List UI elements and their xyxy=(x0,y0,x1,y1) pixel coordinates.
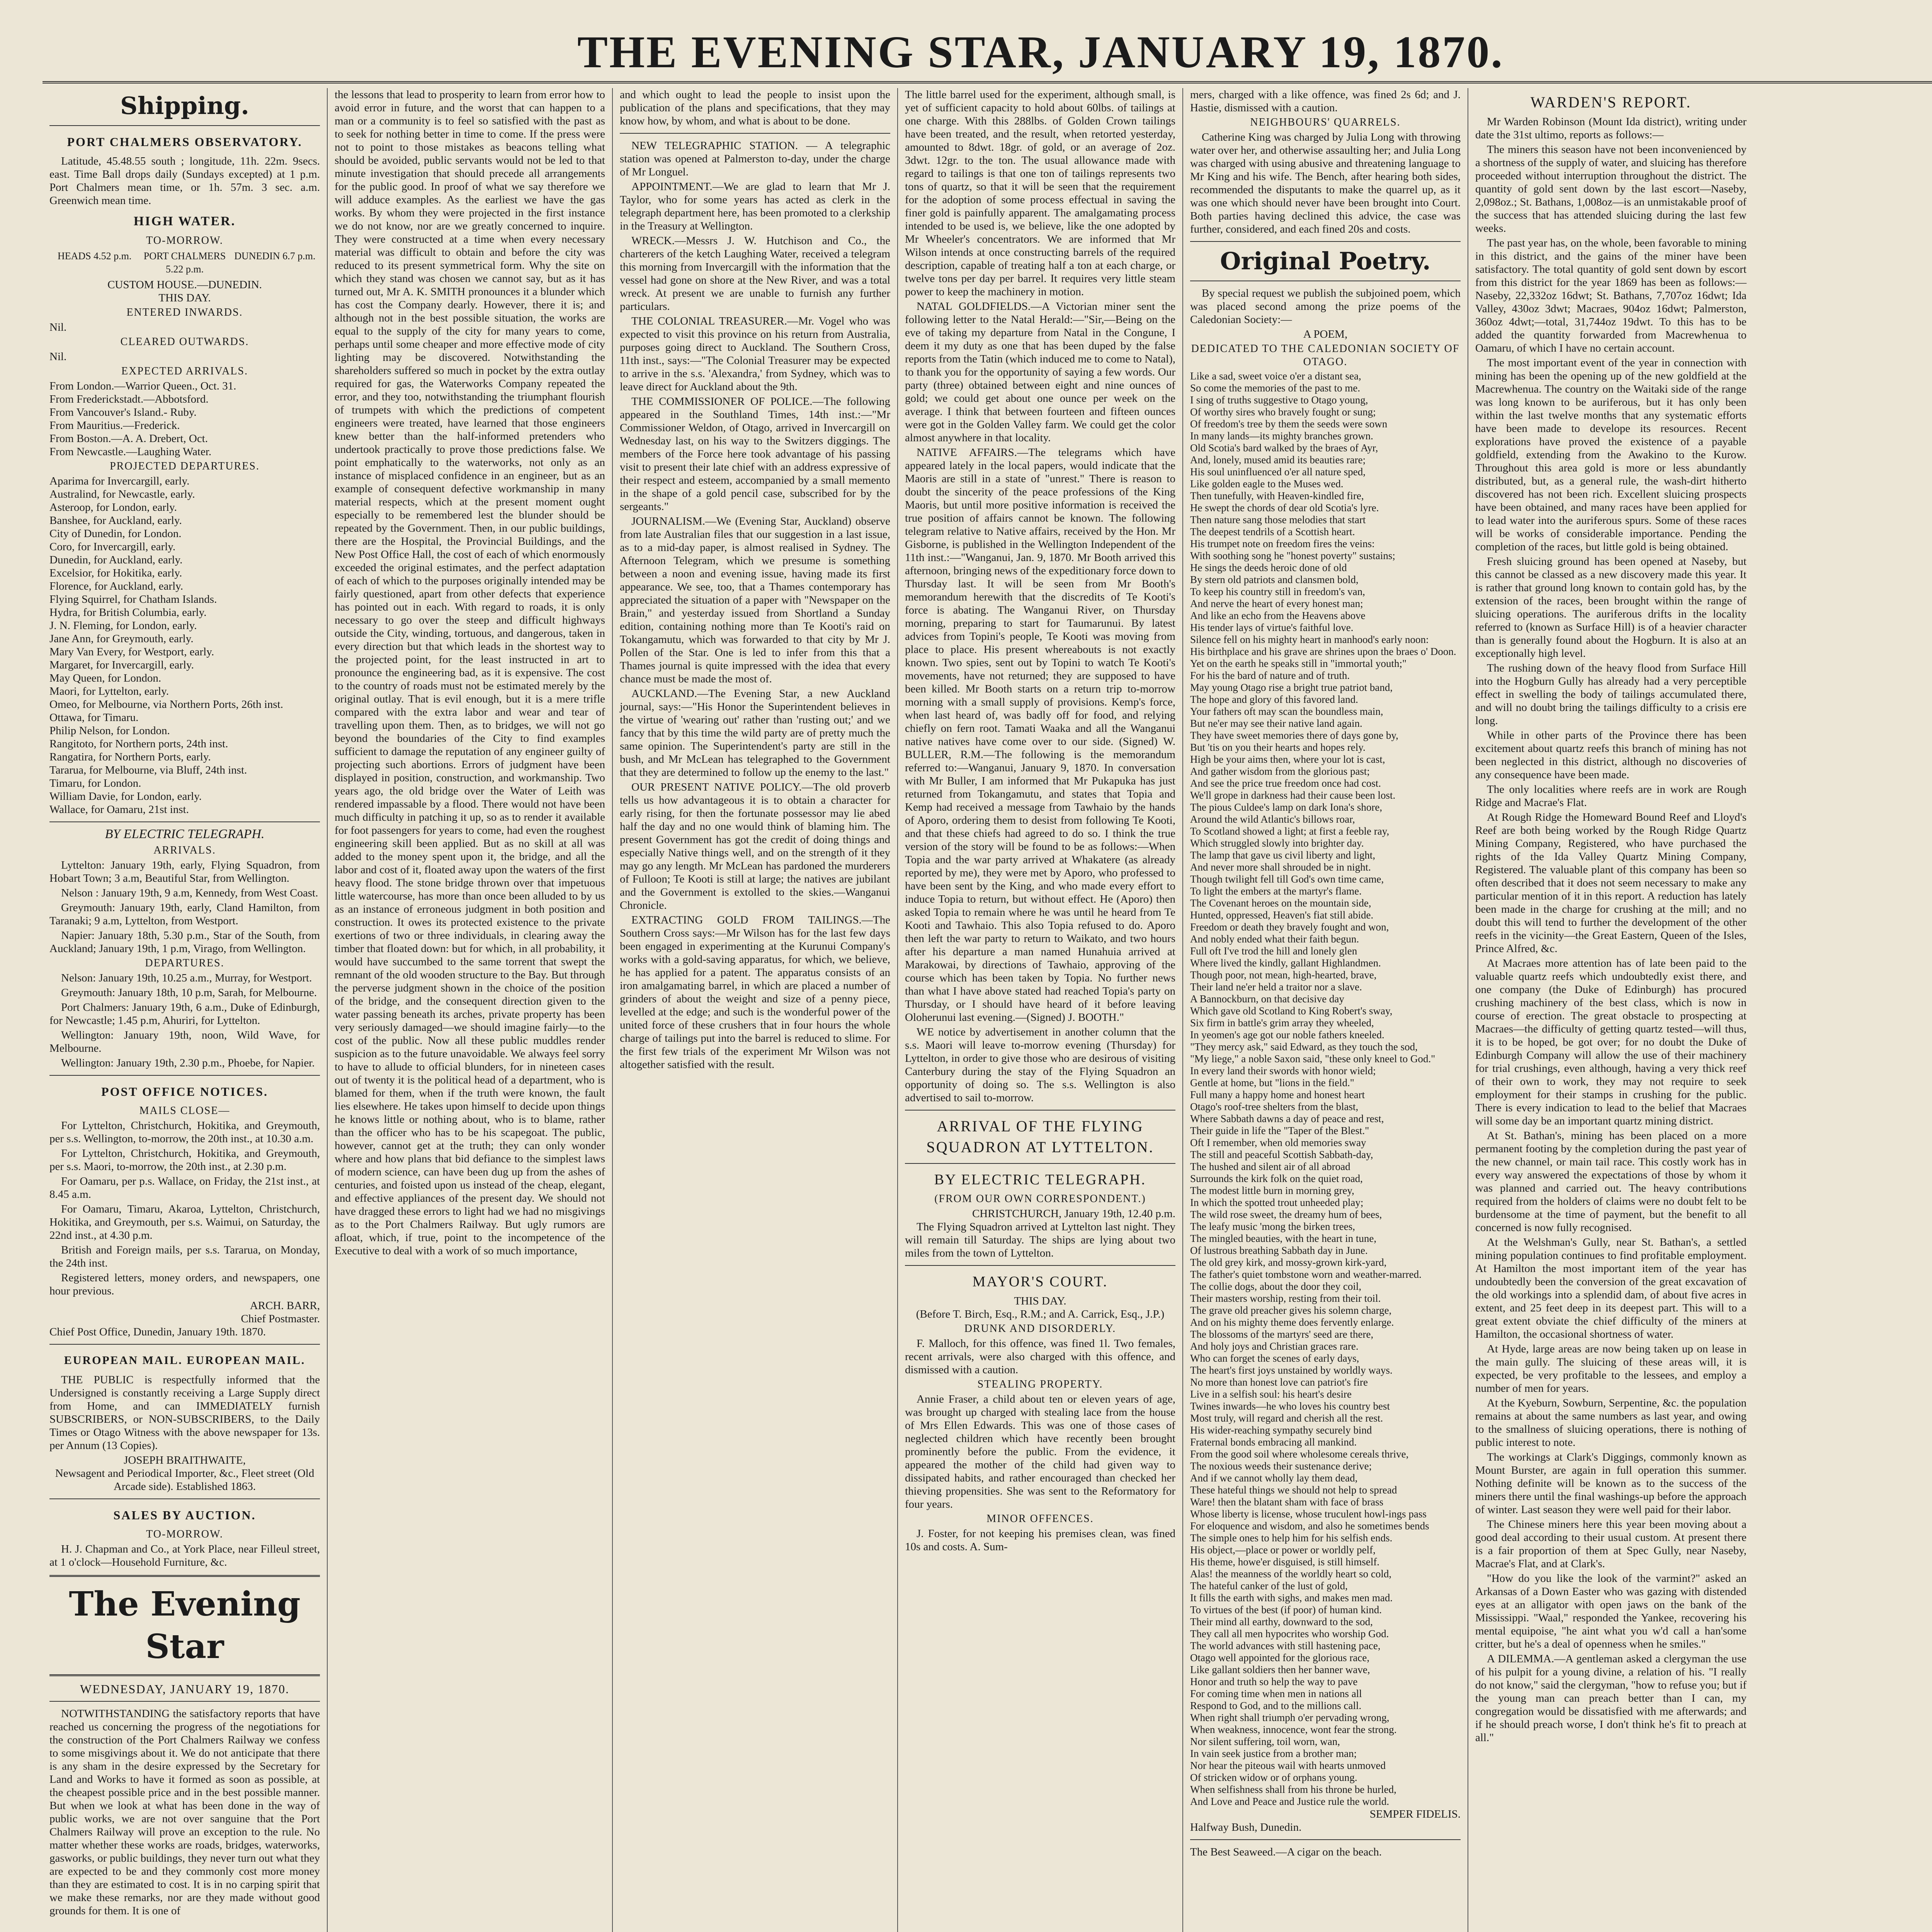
column-1 xyxy=(43,88,328,1932)
poem-line: In which the spotted trout unheeded play; xyxy=(1190,1197,1364,1208)
news-paragraph: WE notice by advertisement in another column that the s.s. Maori will leave to-morrow evening (Thursday) for Lyttelton, in order to give those who are desirous of visiting Canterbury during the stay of the Flying Squadron an opportunity of doing so. The s.s. Wellington is also advertised to sail to-morrow. xyxy=(905,1026,1175,1104)
news-paragraph: APPOINTMENT.—We are glad to learn that Mr J. Taylor, who for some years has acted as clerk in the telegraph department here, has been promoted to a clerkship in the Treasury at Wellington. xyxy=(620,180,890,232)
list-item: Jane Ann, for Greymouth, early. xyxy=(49,633,194,645)
columns xyxy=(43,88,1932,1932)
poem-line: The father's quiet tombstone worn and weather-marred. xyxy=(1190,1269,1422,1280)
poem-line: In yeomen's age got our noble fathers kneeled. xyxy=(1190,1029,1384,1041)
warden-paragraph: The most important event of the year in connection with mining has been the opening up of the new goldfield at the Macrewhenua. The country on the Waitaki side of the range was long known to be auriferous, but it has only been within the last twelve months that any systematic efforts have been made to develope its resources. Recent explorations have proved the existence of a payable goldfield, extending from the Awakino to the Kurow. Throughout this area gold is more or less abundantly distributed, but, as a general rule, the wash-dirt hitherto discovered has not been rich. Excellent sluicing prospects have been obtained, and many races have been applied for to lead water into the auriferous spurs. Some of these races will be works of considerable importance. Pending the completion of the races, but little gold is being obtained. xyxy=(1475,357,1747,553)
entered-title: ENTERED INWARDS. xyxy=(126,306,243,318)
departure-item: Wellington: January 19th, 2.30 p.m., Phoebe, for Napier. xyxy=(61,1057,315,1069)
poem-line: But ne'er may see their native land again. xyxy=(1190,718,1362,729)
poem-line: Then tunefully, with Heaven-kindled fire, xyxy=(1190,490,1364,502)
poem-line: Yet on the earth he speaks still in "immortal youth;" xyxy=(1190,658,1406,669)
poem-place: Halfway Bush, Dunedin. xyxy=(1190,1821,1302,1833)
list-item: Rangitoto, for Northern ports, 24th inst. xyxy=(49,738,228,750)
poem-line: And on his mighty theme does fervently enlarge. xyxy=(1190,1316,1394,1328)
poem-line: He sings the deeds heroic done of old xyxy=(1190,562,1347,573)
neighbours-title: NEIGHBOURS' QUARRELS. xyxy=(1250,116,1401,128)
warden-paragraph: The rushing down of the heavy flood from Surface Hill into the Hogburn Gully has already had a very perceptible effect in swelling the body of tailings accumulated there, and will no doubt bring the tailings difficulty to a crisis ere long. xyxy=(1475,662,1747,727)
poem-line: The wild rose sweet, the dreamy hum of bees, xyxy=(1190,1209,1382,1220)
tide-heads: HEADS 4.52 p.m. xyxy=(57,250,132,262)
poem-line: The Covenant heroes on the mountain side, xyxy=(1190,897,1371,909)
poem-line: The collie dogs, about the door they coil, xyxy=(1190,1281,1362,1292)
minor-text: J. Foster, for not keeping his premises clean, was fined 10s and costs. A. Sum- xyxy=(905,1527,1175,1553)
poem-line: In many lands—its mighty branches grown. xyxy=(1190,430,1373,442)
poem-line: Of freedom's tree by them the seeds were sown xyxy=(1190,418,1388,430)
poem-line: With soothing song he "honest poverty" sustains; xyxy=(1190,550,1395,561)
expected-title: EXPECTED ARRIVALS. xyxy=(121,365,248,377)
poem-line: Six firm in battle's grim array they wheeled, xyxy=(1190,1017,1374,1029)
column-6 xyxy=(1468,88,1753,1932)
warden-paragraph: The workings at Clark's Diggings, commonly known as Mount Burster, are again in full operation this summer. Nothing definite will be known as to the success of the miners there until the final washings-up before the approach of winter. Last season they were well paid for their labor. xyxy=(1475,1451,1747,1516)
euro-mail-text: THE PUBLIC is respectfully informed that the Undersigned is constantly receiving a Large Supply direct from Home, and can IMMEDIATELY furnish SUBSCRIBERS, or NON-SUBSCRIBERS, to the Daily Times or Otago Witness with the above newspaper for 13s. per Annum (13 Copies). xyxy=(49,1374,320,1452)
warden-paragraph: The past year has, on the whole, been favorable to mining in this district, and the gains of the miner have been satisfactory. The total quantity of gold sent down by escort from this district for the year 1869 has been as follows:—Naseby, 22,332oz 16dwt; St. Bathans, 7,707oz 16dwt; Ida Valley, 430oz 3dwt; Macraes, 904oz 16dwt; Palmerston, 360oz 4dwt;—total, 31,744oz 19dwt. To this has to be added the quantity forwarded from Macrewhenua to Oamaru, of which I have no certain account. xyxy=(1475,237,1747,354)
list-item: Florence, for Auckland, early. xyxy=(49,580,183,592)
poem-line: Which gave old Scotland to King Robert's sway, xyxy=(1190,1005,1393,1017)
poem-line: To Scotland showed a light; at first a feeble ray, xyxy=(1190,825,1389,837)
list-item: Timaru, for London. xyxy=(49,777,141,789)
column-3 xyxy=(613,88,898,1932)
list-item: May Queen, for London. xyxy=(49,672,162,684)
warden-paragraph: A DILEMMA.—A gentleman asked a clergyman the use of his pulpit for a young divine, a relation of his. "I really do not know," said the clergyman, "how to refuse you; but if the young man can preach better than I can, my congregation would be dissatisfied with me afterwards; and if he should preach worse, I don't think he's fit to preach at all." xyxy=(1475,1653,1747,1744)
poem-line: The still and peaceful Scottish Sabbath-day, xyxy=(1190,1149,1373,1160)
post-item: For Lyttelton, Christchurch, Hokitika, and Greymouth, per s.s. Maori, to-morrow, the 20th inst., at 2.30 p.m. xyxy=(49,1147,320,1173)
poem-line: A Bannockburn, on that decisive day xyxy=(1190,993,1344,1005)
poem-line: The leafy music 'mong the birken trees, xyxy=(1190,1221,1355,1232)
poem-line: High be your aims then, where your lot is cast, xyxy=(1190,753,1385,765)
sales-text: H. J. Chapman and Co., at York Place, near Filleul street, at 1 o'clock—Household Furniture, &c. xyxy=(49,1543,320,1568)
warden-paragraph: While in other parts of the Province there has been excitement about quartz reefs this branch of mining has not been neglected in this district, although no discoveries of any consequence have been made. xyxy=(1475,729,1747,781)
list-item: Philip Nelson, for London. xyxy=(49,724,170,737)
poem-line: To keep his country still in freedom's van, xyxy=(1190,586,1365,597)
poem-line: Freedom or death they bravely fought and won, xyxy=(1190,921,1389,933)
poem-line: Gentle at home, but "lions in the field." xyxy=(1190,1077,1354,1088)
poem-line: Nor silent suffering, toil worn, wan, xyxy=(1190,1736,1340,1747)
poem-line: From the good soil where wholesome cereals thrive, xyxy=(1190,1448,1409,1460)
list-item: Flying Squirrel, for Chatham Islands. xyxy=(49,593,217,605)
poem-line: Your fathers oft may scan the boundless main, xyxy=(1190,706,1383,717)
list-item: Hydra, for British Columbia, early. xyxy=(49,606,207,619)
poem-signature: SEMPER FIDELIS. xyxy=(1369,1808,1461,1820)
poem-line: His birthplace and his grave are shrines upon the braes o' Doon. xyxy=(1190,646,1456,657)
poem-line: The hateful canker of the lust of gold, xyxy=(1190,1580,1348,1592)
list-item: William Davie, for London, early. xyxy=(49,790,202,803)
poem-line: And if we cannot wholly lay them dead, xyxy=(1190,1472,1358,1484)
poem-line: Of lustrous breathing Sabbath day in June. xyxy=(1190,1245,1368,1256)
poem-line: It fills the earth with sighs, and makes men mad. xyxy=(1190,1592,1393,1604)
poem-line: Full oft I've trod the hill and lonely glen xyxy=(1190,945,1357,957)
poem-title: A POEM, xyxy=(1303,328,1348,340)
seaweed-joke: The Best Seaweed.—A cigar on the beach. xyxy=(1190,1846,1382,1858)
divider xyxy=(905,1110,1175,1111)
projected-list xyxy=(49,474,320,816)
poem-line: And nerve the heart of every honest man; xyxy=(1190,598,1363,609)
poem-line: The noxious weeds their sustenance derive; xyxy=(1190,1460,1372,1472)
poem-line: His wider-reaching sympathy securely bind xyxy=(1190,1424,1372,1436)
poem-line: For coming time when men in nations all xyxy=(1190,1688,1362,1699)
poem-line: Though poor, not mean, high-hearted, brave, xyxy=(1190,969,1377,981)
news-paragraph: WRECK.—Messrs J. W. Hutchison and Co., the charterers of the ketch Laughing Water, received a telegram this morning from Invercargill with the information that the vessel had gone on shore at the New River, and was a total wreck. At present we are unable to furnish any further particulars. xyxy=(620,235,890,313)
poem-line: To virtues of the best (if poor) of human kind. xyxy=(1190,1604,1382,1616)
post-signature: ARCH. BARR, xyxy=(250,1299,320,1312)
departure-item: Greymouth: January 18th, 10 p.m, Sarah, for Melbourne. xyxy=(61,986,317,999)
poem-line: The blossoms of the martyrs' seed are there, xyxy=(1190,1328,1374,1340)
list-item: Omeo, for Melbourne, via Northern Ports, 26th inst. xyxy=(49,698,283,711)
mayor-court-title: MAYOR'S COURT. xyxy=(972,1274,1108,1290)
poem-line: Otago well appointed for the glorious race, xyxy=(1190,1652,1370,1663)
poem-line: Their guide in life the "Taper of the Blest." xyxy=(1190,1125,1369,1136)
poem-line: His tender lays of virtue's faithful love. xyxy=(1190,622,1354,633)
poem-line: Full many a happy home and honest heart xyxy=(1190,1089,1365,1100)
minor-title: MINOR OFFENCES. xyxy=(986,1513,1094,1525)
observatory-title: PORT CHALMERS OBSERVATORY. xyxy=(67,135,303,149)
list-item: Banshee, for Auckland, early. xyxy=(49,514,182,527)
edition-date: WEDNESDAY, JANUARY 19, 1870. xyxy=(80,1682,289,1696)
post-item: For Oamaru, per p.s. Wallace, on Friday, the 21st inst., at 8.45 a.m. xyxy=(49,1175,320,1201)
poem-line: The hushed and silent air of all abroad xyxy=(1190,1161,1350,1172)
poem-line: To light the embers at the martyr's flame. xyxy=(1190,885,1362,897)
list-item: Wallace, for Oamaru, 21st inst. xyxy=(49,803,189,816)
poem-line: For his the bard of nature and of truth. xyxy=(1190,670,1350,681)
poem-line: But 'tis on you their hearts and hopes rely. xyxy=(1190,742,1366,753)
poem-line: No more than honest love can patriot's fire xyxy=(1190,1376,1368,1388)
poem-line: Silence fell on his mighty heart in manhood's early noon: xyxy=(1190,634,1429,645)
evening-star-title: The Evening Star xyxy=(69,1585,301,1666)
poem-line: They call all men hypocrites who worship God. xyxy=(1190,1628,1389,1639)
poem-line: Twines inwards—he who loves his country best xyxy=(1190,1400,1390,1412)
poem-line: Like gallant soldiers then her banner wave, xyxy=(1190,1664,1370,1675)
poem-line: Their land ne'er held a traitor nor a slave. xyxy=(1190,981,1362,993)
euro-mail-signature: JOSEPH BRAITHWAITE, xyxy=(124,1454,246,1466)
departure-item: Nelson: January 19th, 10.25 a.m., Murray, for Westport. xyxy=(61,972,312,984)
divider xyxy=(49,1498,320,1499)
poem-line: And Love and Peace and Justice rule the world. xyxy=(1190,1796,1389,1807)
poem-line: Then nature sang those melodies that start xyxy=(1190,514,1366,526)
warden-paragraph: Mr Warden Robinson (Mount Ida district), writing under date the 31st ultimo, reports as follows:— xyxy=(1475,116,1747,141)
poem-line: His trumpet note on freedom fires the veins: xyxy=(1190,538,1375,549)
tide-dunedin: DUNEDIN 6.7 p.m. xyxy=(234,250,316,262)
cleared-title: CLEARED OUTWARDS. xyxy=(120,336,249,348)
list-item: Maori, for Lyttelton, early. xyxy=(49,685,169,697)
list-item: From Newcastle.—Laughing Water. xyxy=(49,446,212,458)
post-signature-place: Chief Post Office, Dunedin, January 19th. 1870. xyxy=(49,1326,266,1338)
list-item: Aparima for Invercargill, early. xyxy=(49,475,190,487)
column-5 xyxy=(1183,88,1468,1932)
euro-mail-title: EUROPEAN MAIL. EUROPEAN MAIL. xyxy=(64,1354,306,1367)
list-item: J. N. Fleming, for London, early. xyxy=(49,619,197,632)
warden-paragraph: At Rough Ridge the Homeward Bound Reef and Lloyd's Reef are both being worked by the Rough Ridge Quartz Mining Company, Registered, who have purchased the rights of the Ida Valley Quartz Mining Company, Registered. The valuable plant of this company has been so often described that it does not seem necessary to make any particular mention of it in this report. A reduction has lately been made in the charge for crushing at the mill; and no doubt this will tend to further the development of the other reefs in the vicinity—the Great Eastern, Queen of the Isles, Prince Alfred, &c. xyxy=(1475,811,1747,955)
warden-paragraph: Fresh sluicing ground has been opened at Naseby, but this cannot be classed as a new discovery made this year. It is rather that ground long known to contain gold has, by the extension of the races, been brought within the range of sluicing operations. The auriferous drifts in the locality referred to (known as Surface Hill) is of a heavier character than is generally found about the Hogburn. It is also at an exceptionally high level. xyxy=(1475,555,1747,660)
warden-paragraph: The Chinese miners here this year been moving about a good deal according to their usual custom. At present there is a fair proportion of them at Spec Gully, near Naseby, Macrae's Flat, and at Clark's. xyxy=(1475,1518,1747,1570)
poem-line: The simple ones to help him for his selfish ends. xyxy=(1190,1532,1393,1544)
news-paragraph: The little barrel used for the experiment, although small, is yet of sufficient capacity to hold about 60lbs. of tailings at one charge. With this 288lbs. of Golden Crown tailings have been treated, and the result, when retorted yesterday, amounted to 8dwt. 18gr. of gold, or an average of 2oz. 3dwt. 12gr. to the ton. The usual allowance made with regard to tailings is that one ton of tailings represents two tons of quartz, so that it will be seen that the requirement for the adoption of some process effectual in saving the finer gold is painfully apparent. The amalgamating process intended to be used is, we believe, like the one adopted by Mr Wheeler's concentrators. We are informed that Mr Wilson intends at once constructing barrels of the required description, capable of treating half a ton at each charge, or twelve tons per day per barrel. It requires very little steam power to keep the machinery in motion. xyxy=(905,88,1175,298)
news-paragraph: AUCKLAND.—The Evening Star, a new Auckland journal, says:—"His Honor the Superintendent believes in the virtue of 'wearing out' rather than 'rusting out;' and we fancy that by this time the wild party are of pretty much the same opinion. The Superintendent's party are still in the bush, and Mr McLean has telegraphed to the Government that they are determined to follow up the enemy to the last." xyxy=(620,687,890,779)
drunk-title: DRUNK AND DISORDERLY. xyxy=(964,1323,1116,1335)
poem-line: Surrounds the kirk folk on the quiet road, xyxy=(1190,1173,1363,1184)
poem-line: When weakness, innocence, wont fear the strong. xyxy=(1190,1724,1397,1735)
departure-item: Wellington: January 19th, noon, Wild Wave, for Melbourne. xyxy=(49,1029,320,1054)
warden-paragraph: The miners this season have not been inconvenienced by a shortness of the supply of water, and sluicing has therefore proceeded without interruption throughout the district. The quantity of gold sent down by the last escort—Naseby, 2,098oz.; St. Bathans, 1,008oz—is an unmistakable proof of the success that has attended sluicing during the last few weeks. xyxy=(1475,143,1747,235)
divider xyxy=(49,1701,320,1702)
divider xyxy=(49,1344,320,1345)
list-item: From Mauritius.—Frederick. xyxy=(49,419,180,432)
poem-line: These hateful things we should not help to spread xyxy=(1190,1484,1397,1496)
post-item: For Lyttelton, Christchurch, Hokitika, and Greymouth, per s.s. Wellington, to-morrow, the 20th inst., at 10.30 a.m. xyxy=(49,1119,320,1145)
warden-title: WARDEN'S REPORT. xyxy=(1530,94,1692,111)
divider xyxy=(49,1075,320,1076)
poem-line: Of stricken widow or of orphans young. xyxy=(1190,1772,1357,1783)
poem-line: Most truly, will regard and cherish all the rest. xyxy=(1190,1412,1383,1424)
poem-line: Live in a selfish soul: his heart's desire xyxy=(1190,1388,1352,1400)
poem-line: Hunted, oppressed, Heaven's fiat still abide. xyxy=(1190,909,1374,921)
electric-telegraph-title: BY ELECTRIC TELEGRAPH. xyxy=(934,1172,1146,1188)
squadron-title: ARRIVAL OF THE FLYING SQUADRON AT LYTTELTON. xyxy=(926,1117,1154,1156)
dateline: CHRISTCHURCH, January 19th, 12.40 p.m. xyxy=(972,1208,1175,1220)
divider xyxy=(620,133,890,134)
sales-sub: TO-MORROW. xyxy=(146,1528,223,1540)
poem-line: The mingled beauties, with the heart in tune, xyxy=(1190,1233,1377,1244)
poem-line: And, lonely, mused amid its beauties rare; xyxy=(1190,454,1366,466)
poem-line: Old Scotia's bard walked by the braes of Ayr, xyxy=(1190,442,1378,454)
warden-paragraph: At the Kyeburn, Sowburn, Serpentine, &c. the population remains at about the same numbers as last year, and owing to the smallness of sluicing operations, there is nothing of public interest to note. xyxy=(1475,1397,1747,1449)
poem-line: And nobly ended what their faith begun. xyxy=(1190,933,1359,945)
poem-line: For eloquence and wisdom, and also he sometimes bends xyxy=(1190,1520,1429,1532)
masthead-title: THE EVENING STAR, JANUARY 19, 1870. xyxy=(577,27,1504,77)
mayor-bench: (Before T. Birch, Esq., R.M.; and A. Carrick, Esq., J.P.) xyxy=(916,1308,1165,1320)
poem-line: The pious Culdee's lamp on dark Iona's shore, xyxy=(1190,801,1383,813)
post-item: For Oamaru, Timaru, Akaroa, Lyttelton, Christchurch, Hokitika, and Greymouth, per s.s. Waimui, on Saturday, the 22nd inst., at 4.30 p.m. xyxy=(49,1203,320,1242)
news-paragraph: JOURNALISM.—We (Evening Star, Auckland) observe from late Australian files that our suggestion in a last issue, as to a mid-day paper, is almost realised in Sydney. The Afternoon Telegram, which we presume is something between a noon and evening issue, having made its first appearance. We see, too, that a Thames contemporary has appreciated the situation of a paper with "Newspaper on the Brain," and yesterday issued from Shortland a Sunday edition, containing nothing more than Te Kooti's raid on Tokangamutu, which was forwarded to that city by Mr J. Pollen of the Star. One is led to infer from this that a Thames journal is quite impressed with the idea that every chance must be made the most of. xyxy=(620,515,890,685)
list-item: Mary Van Every, for Westport, early. xyxy=(49,646,214,658)
nil-cleared: Nil. xyxy=(49,350,67,363)
poem-line: In vain seek justice from a brother man; xyxy=(1190,1748,1357,1759)
list-item: Asteroop, for London, early. xyxy=(49,501,177,514)
warden-paragraph: "How do you like the look of the varmint?" asked an Arkansas of a Down Easter who was gazing with distended eyes at an alligator with open jaws on the bank of the Mississippi. "Waal," responded the Yankee, recovering his mental equipoise, "he aint what you w'd call a han'some critter, but he's a deal of openness when he smiles." xyxy=(1475,1572,1747,1650)
news-paragraph: NEW TELEGRAPHIC STATION. — A telegraphic station was opened at Palmerston to-day, under the charge of Mr Longuel. xyxy=(620,139,890,178)
poem-line: "My liege," a noble Saxon said, "these only kneel to God." xyxy=(1190,1053,1435,1065)
poem-body xyxy=(1190,370,1461,1808)
column-4 xyxy=(898,88,1183,1932)
poem-line: Whose liberty is license, whose truculent howl-ings pass xyxy=(1190,1508,1427,1520)
poem-line: The grave old preacher gives his solemn charge, xyxy=(1190,1304,1392,1316)
list-item: Excelsior, for Hokitika, early. xyxy=(49,567,182,579)
divider xyxy=(49,821,320,822)
poem-line: Honor and truth so help the way to pave xyxy=(1190,1676,1358,1687)
poem-line: Where lived the kindly, gallant Highlandmen. xyxy=(1190,957,1381,969)
tides-table xyxy=(49,250,320,276)
warden-paragraph: At the Welshman's Gully, near St. Bathan's, a settled mining population continues to find profitable employment. At Hamilton the most important item of the year has undoubtedly been the conversion of the great excavation of the old workings into a splendid dam, of about five acres in extent, and 25 feet deep in its deepest part. This will to a great extent obviate the chief difficulty of the miners at Hamilton, the occasional shortness of water. xyxy=(1475,1236,1747,1340)
customs-title: CUSTOM HOUSE.—DUNEDIN. xyxy=(107,279,262,291)
poem-dedication: DEDICATED TO THE CALEDONIAN SOCIETY OF OTAGO. xyxy=(1191,343,1460,368)
leader-end: and which ought to lead the people to insist upon the publication of the plans and specifications, that they may know how, by whom, and what is about to be done. xyxy=(620,88,890,127)
poem-line: The modest little burn in morning grey, xyxy=(1190,1185,1354,1196)
poem-line: When selfishness shall from his throne be hurled, xyxy=(1190,1784,1396,1795)
poem-line: And holy joys and Christian graces rare. xyxy=(1190,1340,1359,1352)
poem-line: And like an echo from the Heavens above xyxy=(1190,610,1366,621)
warden-report xyxy=(1475,115,1747,1744)
poem-line: The deepest tendrils of a Scottish heart. xyxy=(1190,526,1355,537)
poem-line: So come the memories of the past to me. xyxy=(1190,382,1361,394)
poem-line: Nor hear the piteous wail with hearts unmoved xyxy=(1190,1760,1386,1771)
poem-line: The lamp that gave us civil liberty and light, xyxy=(1190,849,1376,861)
divider xyxy=(49,1674,320,1676)
poem-line: We'll grope in darkness had their cause been lost. xyxy=(1190,789,1396,801)
poem-line: When right shall triumph o'er pervading wrong, xyxy=(1190,1712,1389,1723)
list-item: City of Dunedin, for London. xyxy=(49,527,182,540)
leader-text: NOTWITHSTANDING the satisfactory reports that have reached us concerning the progress of the negotiations for the construction of the Port Chalmers Railway we confess to some misgivings about it. We do not anticipate that there is any sham in the desire expressed by the Secretary for Land and Works to have it formed as soon as possible, at the cheapest possible price and in the best possible manner. But when we look at what has been done in the way of public works, we are not over sanguine that the Port Chalmers Railway will prove an exception to the rule. No matter whether these works are roads, bridges, waterworks, gasworks, or public buildings, they never turn out what they are expected to be and they commonly cost more money than they are estimated to cost. It is in no carping spirit that we make these remarks, nor are they made without good grounds for them. It is one of xyxy=(49,1708,320,1917)
drunk-text: F. Malloch, for this offence, was fined 1l. Two females, recent arrivals, were also charged with this offence, and dismissed with a caution. xyxy=(905,1337,1175,1376)
news-paragraph: THE COMMISSIONER OF POLICE.—The following appeared in the Southland Times, 14th inst.:—"Mr Commissioner Weldon, of Otago, arrived in Invercargill on Wednesday last, on his way to the Switzers diggings. The members of the Force here took advantage of his passing visit to present their late chief with an address expressive of their respect and esteem, accompanied by a small memento in the shape of a gold pencil case, subscribed for by the sergeants." xyxy=(620,395,890,513)
stealing-title: STEALING PROPERTY. xyxy=(977,1378,1103,1390)
poetry-heading: Original Poetry. xyxy=(1220,247,1431,275)
poem-line: Otago's roof-tree shelters from the blast, xyxy=(1190,1101,1359,1112)
poem-line: Fraternal bonds embracing all mankind. xyxy=(1190,1436,1357,1448)
poem-line: Their mind all earthy, downward to the sod, xyxy=(1190,1616,1373,1628)
post-signature-role: Chief Postmaster. xyxy=(241,1313,320,1325)
poem-line: Oft I remember, when old memories sway xyxy=(1190,1137,1366,1148)
poem-line: Their masters worship, resting from their toil. xyxy=(1190,1293,1381,1304)
warden-paragraph: At Macraes more attention has of late been paid to the valuable quartz reefs which undoubtedly exist there, and one company (the Duke of Edinburgh) has procured crushing machinery of the best class, which is now in course of erection. The great obstacle to prospecting at Macraes—the difficulty of getting quartz tested—will thus, it is to be hoped, be got over; for no doubt the Duke of Edinburgh Company will allow the use of their machinery for trial crushings, even although, having a very thick reef of their own to work, they may not require to seek employment for their stamps in crushing for the public. There is every indication to lead to the belief that Macraes will some day be an important quartz mining district. xyxy=(1475,957,1747,1127)
mails-close: MAILS CLOSE— xyxy=(139,1105,230,1117)
divider xyxy=(1190,1839,1461,1840)
arrival-item: Greymouth: January 19th, early, Cland Hamilton, from Taranaki; 9 a.m, Lyttelton, from Westport. xyxy=(49,901,320,927)
poem-line: "They mercy ask," said Edward, as they touch the sod, xyxy=(1190,1041,1418,1053)
high-water-sub: TO-MORROW. xyxy=(146,235,223,247)
news-paragraph: EXTRACTING GOLD FROM TAILINGS.—The Southern Cross says:—Mr Wilson has for the last few days been engaged in experimenting at the Kurunui Company's works with a gold-saving apparatus, for which, we believe, he has applied for a patent. The apparatus consists of an iron amalgamating barrel, in which are placed a number of grinders of about the weight and size of a penny piece, levelled at the edge; and such is the wonderful power of the united force of these crushers that in four hours the whole charge of tailings put into the barrel is reduced to slime. For the first few trials of the experiment Mr Wilson was not altogether satisfied with the result. xyxy=(620,914,890,1071)
news-paragraph: THE COLONIAL TREASURER.—Mr. Vogel who was expected to visit this province on his return from Australia, purposes going direct to Auckland. The Southern Cross, 11th inst., says:—"The Colonial Treasurer may be expected to arrive in the s.s. 'Alexandra,' from Sydney, which was to leave direct for Auckland about the 9th. xyxy=(620,315,890,393)
poetry-intro: By special request we publish the subjoined poem, which was placed second among the prize poems of the Caledonian Society:— xyxy=(1190,287,1461,326)
poem-line: Ware! then the blatant sham with face of brass xyxy=(1190,1496,1384,1508)
news-paragraph: OUR PRESENT NATIVE POLICY.—The old proverb tells us how advantageous it is to obtain a character for early rising, for then the fortunate possessor may lie abed half the day and no one would think of blaming him. The present Government has got the credit of doing things and especially Native things well, and on the strength of it they may go any length. Mr McLean has pardoned the murderers of Fulloon; Te Kooti is still at large; the natives are jubilant and the Government is extolled to the skies.—Wanganui Chronicle. xyxy=(620,781,890,912)
divider xyxy=(905,1163,1175,1164)
projected-title: PROJECTED DEPARTURES. xyxy=(110,460,260,472)
news-paragraph: NATAL GOLDFIELDS.—A Victorian miner sent the following letter to the Natal Herald:—"Sir,—Being on the eve of taking my departure from Natal in the Congune, I deem it my duty as one that has been duped by the false reports from the Tatin (which induced me to come to Natal), to thank you for the opportunity of saying a few words. Our party (three) obtained between eight and nine ounces of gold; we could get about one ounce per week on the average. I think that between fourteen and fifteen ounces were got in the Golden Valley farm. We could get the color almost anywhere in that locality. xyxy=(905,300,1175,444)
neighbours-text: Catherine King was charged by Julia Long with throwing water over her, and otherwise assaulting her; and Julia Long was charged with using abusive and threatening language to Mr King and his wife. The Bench, after hearing both sides, recommended the disputants to make the quarrel up, as it was one which should never have been brought into Court. Both parties having declined this advice, the case was further, considered, and each fined 20s and costs. xyxy=(1190,131,1461,235)
poem-line: Who can forget the scenes of early days, xyxy=(1190,1352,1359,1364)
list-item: Ottawa, for Timaru. xyxy=(49,711,139,724)
list-item: Australind, for Newcastle, early. xyxy=(49,488,195,500)
own-correspondent: (FROM OUR OWN CORRESPONDENT.) xyxy=(934,1193,1146,1205)
list-item: Coro, for Invercargill, early. xyxy=(49,541,176,553)
divider xyxy=(905,1265,1175,1266)
list-item: From London.—Warrior Queen., Oct. 31. xyxy=(49,380,236,392)
poem-line: His object,—place or power or worldly pelf, xyxy=(1190,1544,1376,1556)
poem-line: Like a sad, sweet voice o'er a distant sea, xyxy=(1190,370,1361,382)
poem-line: Like golden eagle to the Muses wed. xyxy=(1190,478,1344,490)
telegraph-title: BY ELECTRIC TELEGRAPH. xyxy=(105,827,265,841)
divider xyxy=(49,125,320,126)
poem-line: Around the wild Atlantic's billows roar, xyxy=(1190,813,1355,825)
poem-line: By stern old patriots and clansmen bold, xyxy=(1190,574,1359,585)
post-item: British and Foreign mails, per s.s. Tararua, on Monday, the 24th inst. xyxy=(49,1244,320,1269)
poem-line: Alas! the meanness of the worldly heart so cold, xyxy=(1190,1568,1392,1580)
nil-entered: Nil. xyxy=(49,321,67,333)
poem-line: And gather wisdom from the glorious past; xyxy=(1190,765,1370,777)
poem-line: Of worthy sires who bravely fought or sung; xyxy=(1190,406,1376,418)
warden-paragraph: At Hyde, large areas are now being taken up on lease in the main gully. The sluicing of these areas will, it is expected, be very profitable to the lessees, and employ a number of men for years. xyxy=(1475,1343,1747,1395)
post-title: POST OFFICE NOTICES. xyxy=(101,1085,268,1099)
poem-line: Which struggled slowly into brighter day. xyxy=(1190,837,1364,849)
arrival-item: Napier: January 18th, 5.30 p.m., Star of the South, from Auckland; January 19th, 1 p.m, Virago, from Wellington. xyxy=(49,929,320,955)
poem-line: The world advances with still hastening pace, xyxy=(1190,1640,1381,1651)
list-item: From Vancouver's Island.- Ruby. xyxy=(49,406,197,418)
poem-line: Though twilight fell till God's own time came, xyxy=(1190,873,1384,885)
poem-line: They have sweet memories there of days gone by, xyxy=(1190,730,1398,741)
poem-line: The old grey kirk, and mossy-grown kirk-yard, xyxy=(1190,1257,1387,1268)
observatory-text: Latitude, 45.48.55 south ; longitude, 11h. 22m. 9secs. east. Time Ball drops daily (Sundays excepted) at 1 p.m. Port Chalmers mean time, or 1h. 57m. 3 sec. a.m. Greenwich mean time. xyxy=(49,155,320,207)
poem-line: The heart's first joys unstained by worldly ways. xyxy=(1190,1364,1393,1376)
arrival-item: Lyttelton: January 19th, early, Flying Squadron, from Hobart Town; 3 a.m, Beautiful Star, from Wellington. xyxy=(49,859,320,884)
list-item: From Frederickstadt.—Abbotsford. xyxy=(49,393,209,405)
poem-line: And see the price true freedom once had cost. xyxy=(1190,777,1381,789)
poem-line: And never more shall shrouded be in night. xyxy=(1190,861,1371,873)
poem-line: May young Otago rise a bright true patriot band, xyxy=(1190,682,1393,693)
list-item: Rangatira, for Northern Ports, early. xyxy=(49,751,211,763)
poem-line: In every land their swords with honor wield; xyxy=(1190,1065,1376,1077)
masthead xyxy=(43,23,1932,83)
mayor-day: THIS DAY. xyxy=(1014,1295,1066,1307)
list-item: From Boston.—A. A. Drebert, Oct. xyxy=(49,432,208,445)
poem-line: Where Sabbath dawns a day of peace and rest, xyxy=(1190,1113,1384,1124)
poem-line: The hope and glory of this favored land. xyxy=(1190,694,1358,705)
news-paragraph: NATIVE AFFAIRS.—The telegrams which have appeared lately in the local papers, would indicate that the Maoris are still in a state of "unrest." There is reason to doubt the sincerity of the peace professions of the King Maoris, but until more positive information is received the true position of affairs cannot be known. The following telegram relative to Native affairs, received by the Hon. Mr Gisborne, is published in the Wellington Independent of the 11th inst.:—"Wanganui, Jan. 9, 1870. Mr Booth arrived this afternoon, bringing news of the expeditionary force down to Thursday last. It will be seen from Mr Booth's memorandum herewith that the discredits of Te Kooti's force is abating. The Wanganui River, on Thursday morning, preparing to start for Taumarunui. By latest advices from Topini's people, Te Kooti was moving from place to place. His present whereabouts is not exactly known. Two spies, sent out by Topini to watch Te Kooti's movements, have not returned; they are supposed to have been killed. Mr Booth starts on a return trip to-morrow morning with a small supply of provisions. Kemp's force, when last heard of, was badly off for food, and relying chiefly on fern root. Tamati Waaka and all the Wanganui native natives have come over to our side. (Signed) W. BULLER, R.M.—The following is the memorandum referred to:—Wanganui, January 9, 1870. In conversation with Mr Buller, I am informed that Mr Pukapuka has just returned from Tokangamutu, and states that Topia and Kemp had received a message from Tawhaio by the hands of Aporo, ordering them to desist from following Te Kooti, and that these chiefs had agreed to do so. I think the true version of the story will be found to be as follows:—When Topia and the war party arrived at Whakatere (as already reported by me), they were met by Aporo, who professed to have been sent by the King, and who made every effort to induce Topia to return, but without effect. He (Aporo) then asked Topia to remain where he was until he heard from Te Kooti and Tawhaio. This also Topia refused to do. Aporo then left the war party to return to Waikato, and two hours after his departure a man named Hunahuia arrived at Marakowai, by directions of Tawhaio, approving of the course which has been taken by Topia. No further news than what I have above stated had reached Topia's party on Thursday, or I should have heard of it before leaving Oloherunui last evening.—(Signed) J. BOOTH." xyxy=(905,446,1175,1024)
poem-line: Respond to God, and to the millions call. xyxy=(1190,1700,1362,1711)
poem-line: His theme, howe'er disguised, is still himself. xyxy=(1190,1556,1380,1568)
leader-continued: the lessons that lead to prosperity to learn from error how to avoid error in future, and the worst that can happen to a man or a community is to feel so satisfied with the past as to seek for nothing better in time to come. If the press were not to point to those mistakes as beacons telling what should be avoided, public servants would not be led to that minute investigation that should precede all arrangements for the public good. In proof of what we say therefore we will adduce examples. As the earliest we have the gas works. By whom they were projected in the first instance we do not know, nor are we greatly concerned to inquire. They were constructed at a time when every necessary material was difficult to obtain and before the city was reduced to its present symmetrical form. Why the site on which they stand was chosen we cannot say, but as it has turned out, Mr A. K. SMITH pronounces it a blunder which has cost the Company dearly. However, there it is; and although not in the best possible situation, the works are equal to the supply of the city for many years to come, perhaps until some cheaper and more effective mode of city lighting may be discovered. Notwithstanding the shareholders suffered so much in pocket by the extra outlay required for gas, the Waterworks Company repeated the error, and they too, notwithstanding the triumphant flourish of trumpets with which the predictions of competent engineers were treated, have learned that those engineers knew better than the half-informed pretenders who undertook practically to prove those predictions false. We point emphatically to the waterworks, not only as an instance of misplaced confidence in an engineer, but as an example of consequent defective workmanship in many material respects, which at the present moment ought especially to be remembered lest the blunder should be repeated by the Government. Then, in our public buildings, there are the Hospital, the Provincial Buildings, and the New Post Office Hall, the cost of each of which enormously exceeded the original estimates, and the perfect adaptation of each of which to the purposes originally intended may be fairly questioned, apart from other defects that experience has pointed out in each. With regard to roads, it is only necessary to go over the steep and difficult highways outside the City, winding, tortuous, and dangerous, taken in every direction but that which leads in the shortest way to the projected point, for the least instructed in art to pronounce the engineering bad, as it is expensive. The cost to the country of roads must not be estimated merely by the original outlay. That is evil enough, but it is a mere trifle compared with the extra labor and wear and tear of travelling upon them. Then, as to bridges, we will not go beyond the boundaries of the City to find examples sufficient to damage the reputation of any engineer guilty of projecting such abortions. Errors of judgment have been displayed in position, construction, and workmanship. Two years ago, the old bridge over the Water of Leith was rendered impassable by a flood. There would not have been much difficulty in patching it up, so as to render it available for foot passengers for years to come, had even the roughest engineering skill been applied. But as no skill at all was added to the money spent upon it, the bridge, and all the labor and cost of it, floated away upon the waters of the first heavy flood. The stone bridge thrown over that impetuous little watercourse, has more than once been alluded to by us as an instance of erroneous judgment in both position and construction. It owes its protected existence to the private exertions of two or three individuals, in clearing away the timber that floated down: but for which, in all probability, it would have succumbed to the same torrent that swept the remnant of the old wooden structure to the Bay. But through the perverse judgment shown in the choice of the position of the bridge, and the consequent direction given to the water passing beneath its arches, private property has been very seriously damaged—we should imagine fairly—to the cost of the public. Now all these public muddles render suspicion as to the future unavoidable. We always feel sorry to have to allude to official blunders, for in nineteen cases out of twenty it is the political head of a department, who is blamed for them, when if the truth were known, the fault lies elsewhere. He takes upon himself to decide upon things he knows little or nothing about, who is to blame, rather than the officer who has to be his scapegoat. The public, however, cannot get at the truth; they can only wonder where and how plans that bid defiance to the simplest laws of modern science, can have been dug up from the ashes of centuries, and foisted upon us instead of the cheap, elegant, and effective appliances of the present day. We should not have dragged these errors to light had we had no misgivings as to the Port Chalmers Railway. But ugly rumors are afloat, which, if true, point to the incompetence of the Executive to deal with a work of so much importance, xyxy=(335,88,605,1257)
departures-title: DEPARTURES. xyxy=(145,957,224,969)
tide-port: PORT CHALMERS 5.22 p.m. xyxy=(143,250,226,275)
column-2 xyxy=(328,88,613,1932)
poem-line: I sing of truths suggestive to Otago young, xyxy=(1190,394,1368,406)
shipping-heading: Shipping. xyxy=(120,92,249,120)
list-item: Margaret, for Invercargill, early. xyxy=(49,659,194,671)
list-item: Tararua, for Melbourne, via Bluff, 24th inst. xyxy=(49,764,247,776)
list-item: Dunedin, for Auckland, early. xyxy=(49,554,183,566)
warden-paragraph: At St. Bathan's, mining has been placed on a more permanent footing by the completion during the past year of the new channel, or main tail race. This costly work has in every way answered the expectations of those by whom it was planned and carried out. The heavy contributions required from the holders of claims were no doubt felt to be burdensome at the time of payment, but the benefit to all concerned is now fully recognised. xyxy=(1475,1129,1747,1234)
expected-list xyxy=(49,379,320,458)
stealing-text: Annie Fraser, a child about ten or eleven years of age, was brought up charged with stealing lace from the house of Mrs Ellen Edwards. This was one of those cases of neglected children which have recently been brought prominently before the public. From the evidence, it appeared the mother of the child had given way to dissipated habits, and rather encouraged than checked her thieving propensities. She was sent to the Reformatory for four years. xyxy=(905,1393,1175,1510)
minor-text-continued: mers, charged with a like offence, was fined 2s 6d; and J. Hastie, dismissed with a caution. xyxy=(1190,88,1461,114)
high-water-title: HIGH WATER. xyxy=(133,214,236,228)
warden-paragraph: The only localities where reefs are in work are Rough Ridge and Macrae's Flat. xyxy=(1475,783,1747,809)
this-day: THIS DAY. xyxy=(158,292,211,304)
departure-item: Port Chalmers: January 19th, 6 a.m., Duke of Edinburgh, for Newcastle; 1.45 p.m, Ahuriri, for Lyttelton. xyxy=(49,1001,320,1027)
sales-title: SALES BY AUCTION. xyxy=(113,1508,256,1522)
divider xyxy=(1190,241,1461,242)
squadron-text: The Flying Squadron arrived at Lyttelton last night. They will remain till Saturday. The ships are lying about two miles from the town of Lyttelton. xyxy=(905,1221,1175,1259)
poem-line: He swept the chords of dear old Scotia's lyre. xyxy=(1190,502,1379,514)
arrivals-title: ARRIVALS. xyxy=(153,844,216,856)
newspaper-page xyxy=(43,23,1932,1932)
euro-mail-address: Newsagent and Periodical Importer, &c., Fleet street (Old Arcade side). Established 1863. xyxy=(55,1467,315,1493)
divider xyxy=(49,1575,320,1577)
arrival-item: Nelson : January 19th, 9 a.m, Kennedy, from West Coast. xyxy=(61,887,318,899)
post-item: Registered letters, money orders, and newspapers, one hour previous. xyxy=(49,1272,320,1297)
poem-line: His soul uninfluenced o'er all nature sped, xyxy=(1190,466,1366,478)
